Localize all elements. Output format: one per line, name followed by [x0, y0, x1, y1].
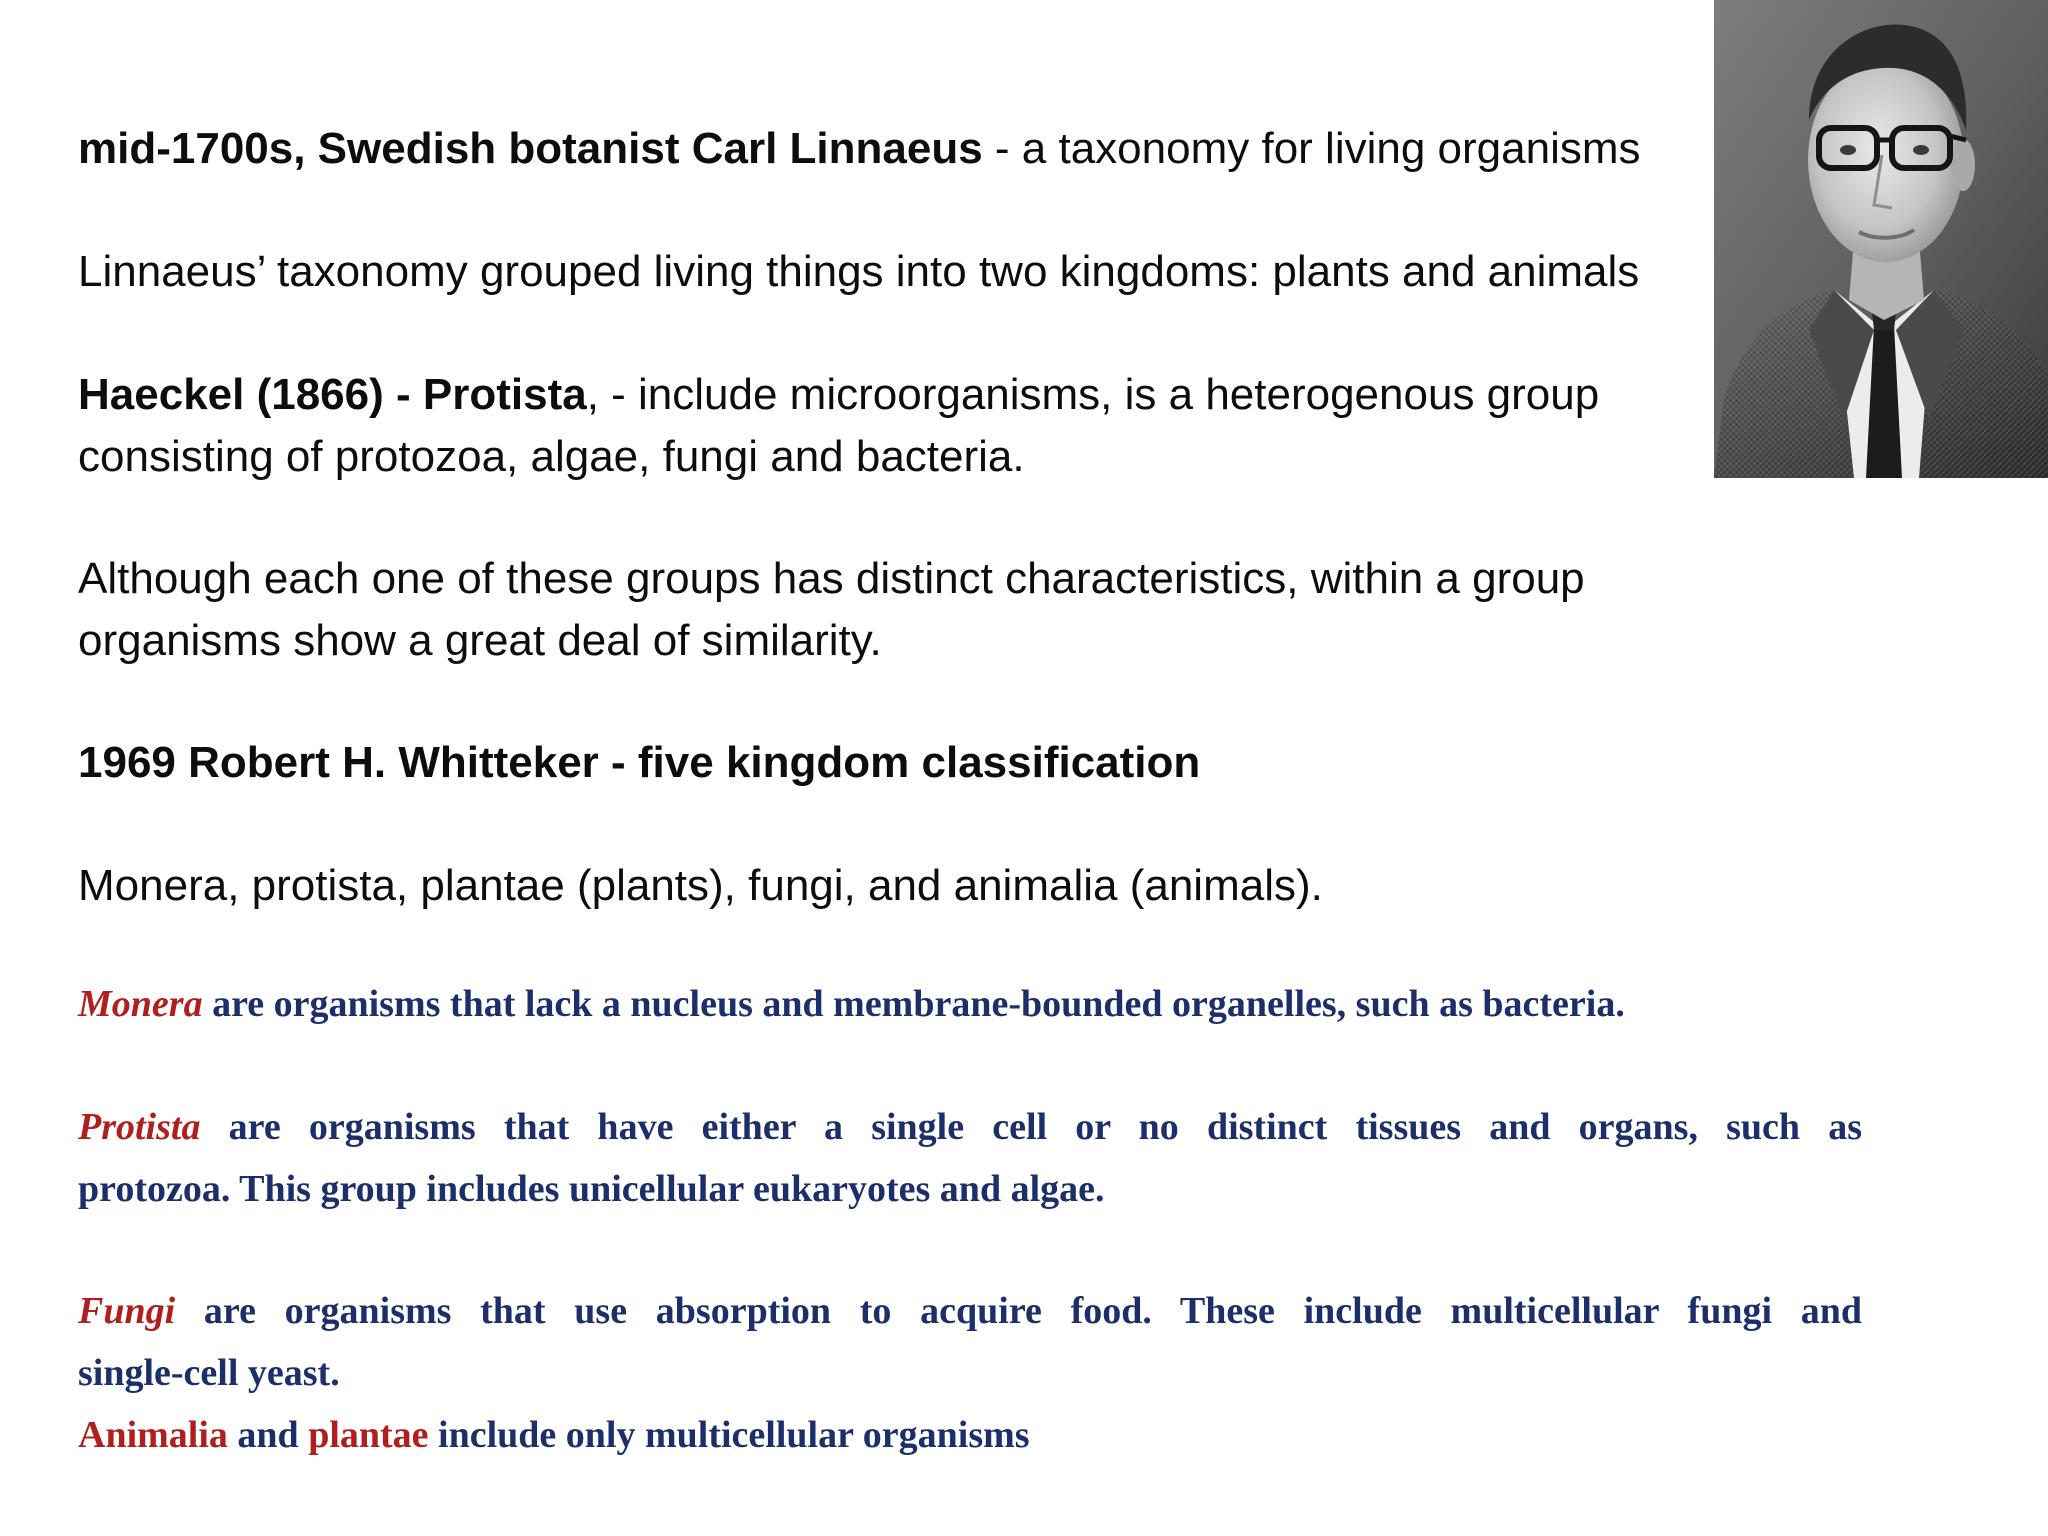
whitteker-line: 1969 Robert H. Whitteker - five kingdom classification — [78, 738, 1201, 787]
linnaeus-rest: - a taxonomy for living organisms — [982, 124, 1641, 173]
monera-definition — [78, 973, 1625, 1035]
protista-definition-line-1 — [78, 1096, 1862, 1158]
fungi-definition-line-2: single-cell yeast. — [78, 1352, 340, 1394]
protista-term: Protista — [78, 1106, 201, 1148]
fungi-definition-line-1 — [78, 1280, 1862, 1342]
haeckel-rest: , - include microorganisms, is a heterogenous group — [586, 370, 1600, 419]
protista-definition-line-2: protozoa. This group includes unicellular eukaryotes and algae. — [78, 1168, 1105, 1210]
protista-text-1: are organisms that have either a single cell or no distinct tissues and organs, such as — [228, 1106, 1862, 1148]
although-line-1: Although each one of these groups has distinct characteristics, within a group — [78, 554, 1585, 603]
linnaeus-line — [78, 118, 1641, 180]
monera-text: are organisms that lack a nucleus and membrane-bounded organelles, such as bacteria. — [202, 983, 1625, 1025]
portrait-photo — [1714, 0, 2048, 478]
haeckel-bold: Haeckel (1866) - Protista — [78, 370, 587, 419]
fungi-term: Fungi — [78, 1290, 176, 1332]
fungi-text-1: are organisms that use absorption to acquire food. These include multicellular fungi and — [203, 1290, 1862, 1332]
haeckel-line-1 — [78, 364, 1599, 426]
although-line-2: organisms show a great deal of similarity. — [78, 616, 882, 665]
haeckel-line-2: consisting of protozoa, algae, fungi and bacteria. — [78, 432, 1025, 481]
animalia-term: Animalia — [78, 1414, 228, 1456]
two-kingdoms-line: Linnaeus’ taxonomy grouped living things into two kingdoms: plants and animals — [78, 247, 1640, 296]
animalia-rest: include only multicellular organisms — [428, 1414, 1030, 1456]
animalia-plantae-line — [78, 1404, 1030, 1466]
five-kingdoms-line: Monera, protista, plantae (plants), fungi, and animalia (animals). — [78, 861, 1323, 910]
monera-term: Monera — [78, 983, 203, 1025]
linnaeus-bold: mid-1700s, Swedish botanist Carl Linnaeus — [78, 124, 983, 173]
plantae-term: plantae — [308, 1414, 429, 1456]
animalia-and: and — [227, 1414, 309, 1456]
